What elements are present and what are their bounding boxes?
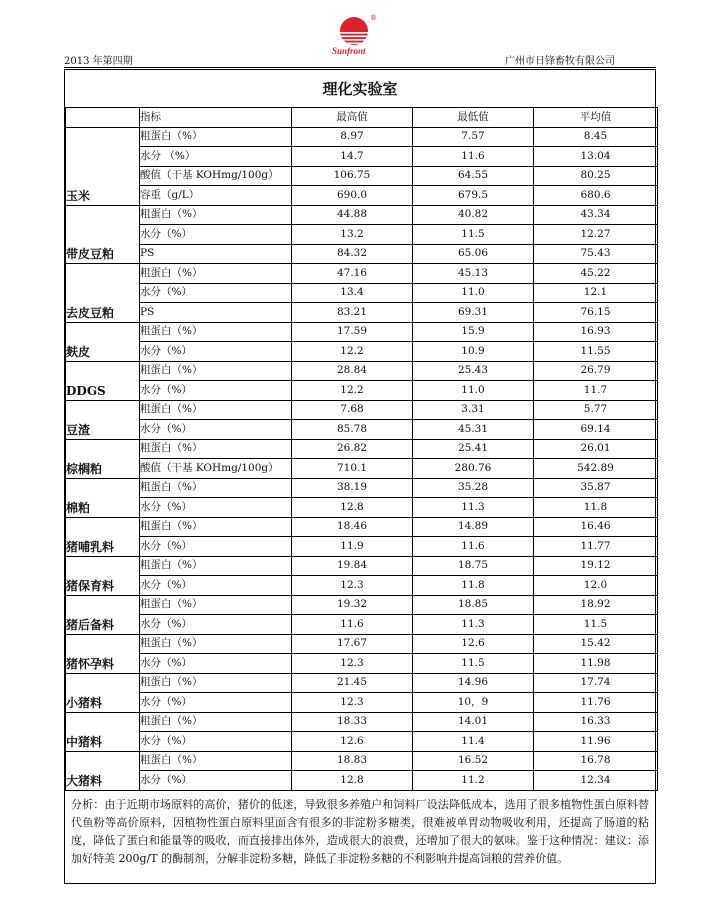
max-value-cell: 710.1: [292, 459, 413, 479]
max-value-cell: 12.2: [292, 381, 413, 401]
table-row: [66, 576, 658, 596]
min-value-cell: 18.85: [413, 595, 534, 615]
max-value-cell: 690.0: [292, 186, 413, 206]
table-row: [66, 303, 658, 323]
indicator-cell: 粗蛋白（%）: [140, 517, 292, 537]
avg-value-cell: 12.27: [534, 225, 658, 245]
min-value-cell: 25.41: [413, 439, 534, 459]
min-value-cell: 11.0: [413, 381, 534, 401]
indicator-cell: 水分（%）: [140, 693, 292, 713]
avg-value-cell: 80.25: [534, 166, 658, 186]
avg-value-cell: 19.12: [534, 556, 658, 576]
max-value-cell: 13.4: [292, 283, 413, 303]
material-name: 中猪料: [66, 712, 140, 751]
indicator-cell: 水分（%）: [140, 225, 292, 245]
indicator-cell: 粗蛋白（%）: [140, 751, 292, 771]
table-row: [66, 537, 658, 557]
min-value-cell: 3.31: [413, 400, 534, 420]
avg-value-cell: 11.55: [534, 342, 658, 362]
registered-mark: ®: [370, 14, 377, 22]
table-row: [66, 322, 658, 342]
indicator-cell: 粗蛋白（%）: [140, 673, 292, 693]
avg-value-cell: 12.0: [534, 576, 658, 596]
min-header: 最低值: [413, 108, 534, 128]
min-value-cell: 18.75: [413, 556, 534, 576]
avg-value-cell: 11.8: [534, 498, 658, 518]
max-value-cell: 12.3: [292, 693, 413, 713]
indicator-header: 指标: [140, 108, 292, 128]
table-row: [66, 751, 658, 771]
min-value-cell: 11.2: [413, 771, 534, 791]
table-row: [66, 634, 658, 654]
table-row: [66, 732, 658, 752]
table-row: [66, 615, 658, 635]
table-row: [66, 166, 658, 186]
table-row: [66, 381, 658, 401]
avg-value-cell: 75.43: [534, 244, 658, 264]
min-value-cell: 679.5: [413, 186, 534, 206]
min-value-cell: 45.31: [413, 420, 534, 440]
avg-value-cell: 8.45: [534, 127, 658, 147]
max-value-cell: 12.6: [292, 732, 413, 752]
avg-value-cell: 26.79: [534, 361, 658, 381]
material-name: 棉粕: [66, 478, 140, 517]
table-row: [66, 654, 658, 674]
indicator-cell: 粗蛋白（%）: [140, 634, 292, 654]
indicator-cell: 水分（%）: [140, 283, 292, 303]
min-value-cell: 10.9: [413, 342, 534, 362]
max-value-cell: 85.78: [292, 420, 413, 440]
table-row: [66, 400, 658, 420]
min-value-cell: 7.57: [413, 127, 534, 147]
indicator-cell: 水分（%）: [140, 576, 292, 596]
max-value-cell: 8.97: [292, 127, 413, 147]
min-value-cell: 11.5: [413, 654, 534, 674]
table-row: [66, 478, 658, 498]
lab-title: 理化实验室: [322, 80, 398, 98]
material-name: 棕榈粕: [66, 439, 140, 478]
avg-value-cell: 69.14: [534, 420, 658, 440]
indicator-cell: 粗蛋白（%）: [140, 264, 292, 284]
min-value-cell: 11.0: [413, 283, 534, 303]
max-value-cell: 13.2: [292, 225, 413, 245]
material-name: 去皮豆粕: [66, 264, 140, 323]
indicator-cell: 粗蛋白（%）: [140, 361, 292, 381]
indicator-cell: PS: [140, 244, 292, 264]
avg-value-cell: 16.46: [534, 517, 658, 537]
min-value-cell: 15.9: [413, 322, 534, 342]
table-row: [66, 244, 658, 264]
min-value-cell: 69.31: [413, 303, 534, 323]
avg-value-cell: 11.96: [534, 732, 658, 752]
min-value-cell: 16.52: [413, 751, 534, 771]
max-value-cell: 14.7: [292, 147, 413, 167]
analysis-text: 分析：由于近期市场原料的高价，猪价的低迷，导致很多养殖户和饲料厂设法降低成本，选用了很多植物性蛋白原料替代鱼粉等高价原料，因植物性蛋白原料里面含有很多的非淀粉多糖类，很难被单胃动物吸收利用，还提高了肠道的粘度，降低了蛋白和能量等的吸收，而直接排出体外，造成很大的浪费，还增加了很大的氨味。鉴于这种情况：建议：添加好特美 200g/T 的酶制剂，分解非淀粉多糖，降低了非淀粉多糖的不利影响并提高饲粮的营养价值。: [71, 798, 649, 865]
max-value-cell: 7.68: [292, 400, 413, 420]
indicator-cell: 水分（%）: [140, 381, 292, 401]
max-value-cell: 11.6: [292, 615, 413, 635]
min-value-cell: 12.6: [413, 634, 534, 654]
avg-value-cell: 12.34: [534, 771, 658, 791]
material-name: 大猪料: [66, 751, 140, 790]
min-value-cell: 11.6: [413, 147, 534, 167]
material-name: 猪后备料: [66, 595, 140, 634]
max-value-cell: 106.75: [292, 166, 413, 186]
min-value-cell: 11.8: [413, 576, 534, 596]
indicator-cell: 粗蛋白（%）: [140, 205, 292, 225]
max-value-cell: 19.84: [292, 556, 413, 576]
indicator-cell: 酸值（干基 KOHmg/100g）: [140, 166, 292, 186]
material-name: 带皮豆粕: [66, 205, 140, 264]
lab-results-table: [65, 107, 658, 791]
min-value-cell: 10，9: [413, 693, 534, 713]
indicator-cell: 水分 （%）: [140, 147, 292, 167]
issue-label: 2013 年第四期: [64, 56, 133, 67]
indicator-cell: 粗蛋白（%）: [140, 478, 292, 498]
min-value-cell: 14.89: [413, 517, 534, 537]
max-value-cell: 18.46: [292, 517, 413, 537]
avg-value-cell: 15.42: [534, 634, 658, 654]
table-row: [66, 693, 658, 713]
avg-value-cell: 16.78: [534, 751, 658, 771]
table-row: [66, 342, 658, 362]
min-value-cell: 25.43: [413, 361, 534, 381]
max-value-cell: 83.21: [292, 303, 413, 323]
table-row: [66, 420, 658, 440]
max-value-cell: 17.59: [292, 322, 413, 342]
avg-value-cell: 43.34: [534, 205, 658, 225]
avg-value-cell: 76.15: [534, 303, 658, 323]
indicator-cell: 水分（%）: [140, 342, 292, 362]
avg-value-cell: 13.04: [534, 147, 658, 167]
table-row: [66, 595, 658, 615]
min-value-cell: 14.01: [413, 712, 534, 732]
max-value-cell: 11.9: [292, 537, 413, 557]
max-value-cell: 38.19: [292, 478, 413, 498]
indicator-cell: 水分（%）: [140, 771, 292, 791]
header-rule: [64, 67, 656, 68]
min-value-cell: 11.3: [413, 498, 534, 518]
min-value-cell: 64.55: [413, 166, 534, 186]
table-row: [66, 361, 658, 381]
material-name: 豆渣: [66, 400, 140, 439]
logo-wordmark: Sunfront: [332, 46, 366, 56]
max-value-cell: 19.32: [292, 595, 413, 615]
table-row: [66, 283, 658, 303]
max-value-cell: 28.84: [292, 361, 413, 381]
indicator-cell: 水分（%）: [140, 615, 292, 635]
min-value-cell: 11.6: [413, 537, 534, 557]
indicator-cell: 粗蛋白（%）: [140, 556, 292, 576]
material-name: 麸皮: [66, 322, 140, 361]
avg-value-cell: 11.76: [534, 693, 658, 713]
indicator-cell: 水分（%）: [140, 498, 292, 518]
material-name: 猪哺乳料: [66, 517, 140, 556]
table-row: [66, 147, 658, 167]
max-value-cell: 17.67: [292, 634, 413, 654]
report-frame: [64, 69, 656, 884]
avg-value-cell: 680.6: [534, 186, 658, 206]
max-value-cell: 12.3: [292, 576, 413, 596]
indicator-cell: 水分（%）: [140, 420, 292, 440]
material-name: 小猪料: [66, 673, 140, 712]
min-value-cell: 11.5: [413, 225, 534, 245]
max-value-cell: 26.82: [292, 439, 413, 459]
table-row: [66, 673, 658, 693]
indicator-cell: 粗蛋白（%）: [140, 400, 292, 420]
table-row: [66, 498, 658, 518]
max-value-cell: 84.32: [292, 244, 413, 264]
min-value-cell: 35.28: [413, 478, 534, 498]
max-value-cell: 12.8: [292, 771, 413, 791]
table-row: [66, 771, 658, 791]
max-value-cell: 18.33: [292, 712, 413, 732]
table-row: [66, 517, 658, 537]
avg-value-cell: 18.92: [534, 595, 658, 615]
avg-value-cell: 16.93: [534, 322, 658, 342]
table-row: [66, 264, 658, 284]
avg-value-cell: 11.7: [534, 381, 658, 401]
table-row: [66, 556, 658, 576]
avg-value-cell: 16.33: [534, 712, 658, 732]
min-value-cell: 40.82: [413, 205, 534, 225]
indicator-cell: 容重（g/L）: [140, 186, 292, 206]
max-value-cell: 18.83: [292, 751, 413, 771]
indicator-cell: 水分（%）: [140, 654, 292, 674]
max-value-cell: 44.88: [292, 205, 413, 225]
avg-value-cell: 11.77: [534, 537, 658, 557]
indicator-cell: 粗蛋白（%）: [140, 595, 292, 615]
indicator-cell: PS: [140, 303, 292, 323]
avg-header: 平均值: [534, 108, 658, 128]
max-value-cell: 12.3: [292, 654, 413, 674]
min-value-cell: 11.3: [413, 615, 534, 635]
avg-value-cell: 45.22: [534, 264, 658, 284]
indicator-cell: 粗蛋白（%）: [140, 322, 292, 342]
avg-value-cell: 11.5: [534, 615, 658, 635]
avg-value-cell: 17.74: [534, 673, 658, 693]
indicator-cell: 粗蛋白（%）: [140, 439, 292, 459]
avg-value-cell: 26.01: [534, 439, 658, 459]
max-value-cell: 12.2: [292, 342, 413, 362]
sunrise-logo-icon: [326, 14, 386, 64]
table-row: [66, 712, 658, 732]
max-value-cell: 47.16: [292, 264, 413, 284]
min-value-cell: 11.4: [413, 732, 534, 752]
table-row: [66, 225, 658, 245]
table-row: [66, 186, 658, 206]
table-row: [66, 439, 658, 459]
min-value-cell: 45.13: [413, 264, 534, 284]
material-name: DDGS: [66, 361, 140, 400]
max-header: 最高值: [292, 108, 413, 128]
table-row: [66, 205, 658, 225]
table-row: [66, 127, 658, 147]
indicator-cell: 水分（%）: [140, 537, 292, 557]
indicator-cell: 粗蛋白（%）: [140, 712, 292, 732]
min-value-cell: 65.06: [413, 244, 534, 264]
avg-value-cell: 35.87: [534, 478, 658, 498]
material-name: 猪怀孕料: [66, 634, 140, 673]
indicator-cell: 水分（%）: [140, 732, 292, 752]
table-header-row: [66, 108, 658, 128]
table-row: [66, 459, 658, 479]
group-header-cell: [66, 108, 140, 128]
min-value-cell: 14.96: [413, 673, 534, 693]
max-value-cell: 21.45: [292, 673, 413, 693]
indicator-cell: 粗蛋白（%）: [140, 127, 292, 147]
avg-value-cell: 542.89: [534, 459, 658, 479]
min-value-cell: 280.76: [413, 459, 534, 479]
company-name: 广州市日锋畜牧有限公司: [505, 56, 615, 67]
material-name: 猪保育料: [66, 556, 140, 595]
indicator-cell: 酸值（干基 KOHmg/100g）: [140, 459, 292, 479]
avg-value-cell: 12.1: [534, 283, 658, 303]
company-logo: [326, 14, 386, 64]
material-name: 玉米: [66, 127, 140, 205]
avg-value-cell: 11.98: [534, 654, 658, 674]
max-value-cell: 12.8: [292, 498, 413, 518]
avg-value-cell: 5.77: [534, 400, 658, 420]
